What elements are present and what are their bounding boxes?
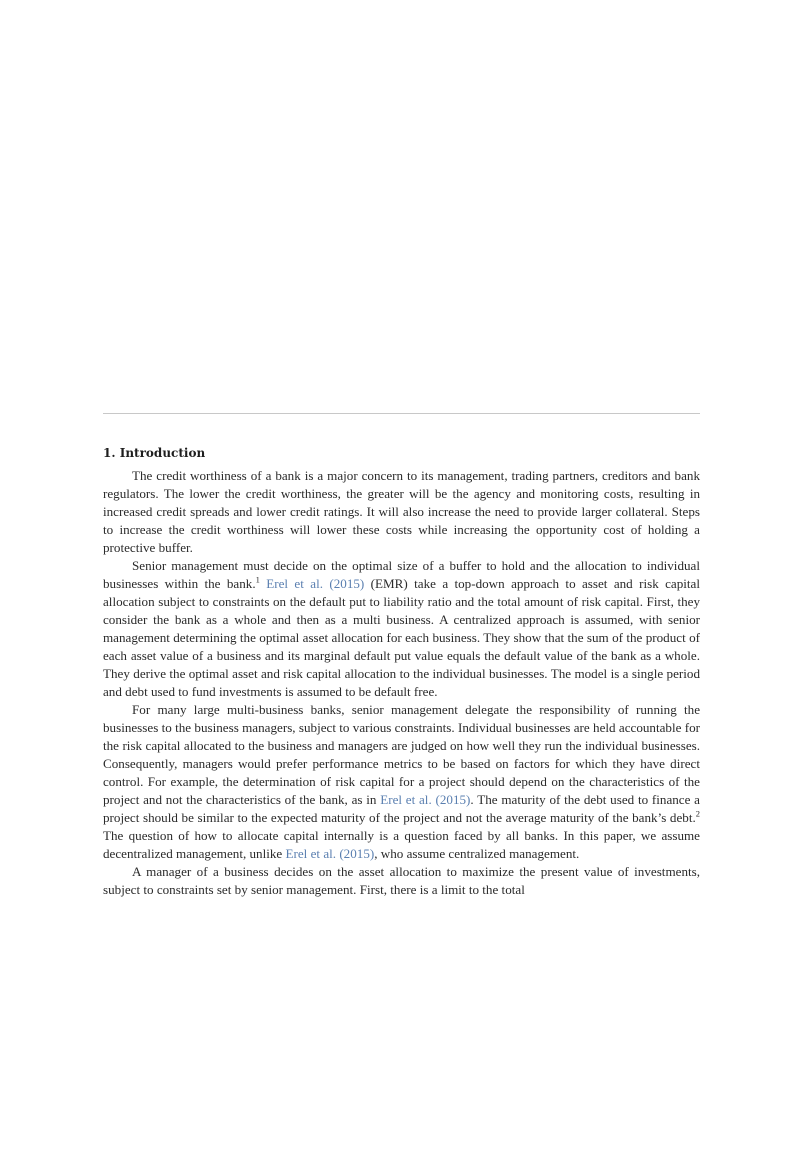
footnote-marker-2[interactable]: 2: [695, 808, 700, 819]
section-number: 1.: [103, 446, 116, 460]
paragraph-4-text: A manager of a business decides on the asset allocation to maximize the present value of investments, subject to constraints set by senior management. First, there is a limit to the total: [103, 864, 700, 897]
citation-link[interactable]: Erel et al. (2015): [380, 792, 471, 807]
paragraph-1-text: The credit worthiness of a bank is a major concern to its management, trading partners, creditors and bank regulators. The lower the credit worthiness, the greater will be the agency and monitoring costs, resulting in increased credit spreads and lower credit ratings. It will also increase the need to provide larger collateral. Steps to increase the credit worthiness will lower these costs while increasing the opportunity cost of holding a protective buffer.: [103, 468, 700, 555]
footnote-marker-1[interactable]: 1: [255, 574, 260, 585]
paragraph-3-text-d: , who assume centralized management.: [374, 846, 580, 861]
section-title: Introduction: [119, 446, 206, 460]
paragraph-3-text-a: For many large multi-business banks, senior management delegate the responsibility of running the businesses to the business managers, subject to various constraints. Individual businesses are held accountable for the risk capital allocated to the business and managers are judged on how well they run the individual businesses. Consequently, managers would prefer performance metrics to be based on factors for which they have direct control. For example, the determination of risk capital for a project should depend on the characteristics of the project and not the characteristics of the bank, as in: [103, 702, 700, 807]
paragraph-3-text-b: . The maturity of the debt used to finance a project should be similar to the expected maturity of the project and not the average maturity of the bank’s debt.: [103, 792, 700, 825]
paragraph-2-text-a: Senior management must decide on the optimal size of a buffer to hold and the allocation to individual businesses within the bank.: [103, 558, 700, 591]
citation-link[interactable]: Erel et al. (2015): [285, 846, 375, 861]
paragraph-3: [103, 701, 700, 863]
article-body: [103, 440, 700, 899]
section-heading: [103, 440, 700, 467]
header-divider: [103, 413, 700, 414]
paragraph-1: [103, 467, 700, 557]
paragraph-4: [103, 863, 700, 899]
paragraph-3-text-c: The question of how to allocate capital internally is a question faced by all banks. In this paper, we assume decentralized management, unlike: [103, 828, 700, 861]
paragraph-2-text-b: (EMR) take a top-down approach to asset and risk capital allocation subject to constraints on the default put to liability ratio and the total amount of risk capital. First, they consider the bank as a whole and then as a multi business. A centralized approach is assumed, with senior management determining the optimal asset allocation for each business. They show that the sum of the product of each asset value of a business and its marginal default put value equals the default value of the bank as a whole. They derive the optimal asset and risk capital allocation to the individual businesses. The model is a single period and debt used to fund investments is assumed to be default free.: [103, 576, 701, 699]
citation-link[interactable]: Erel et al. (2015): [266, 576, 365, 591]
paragraph-2: [103, 557, 700, 701]
